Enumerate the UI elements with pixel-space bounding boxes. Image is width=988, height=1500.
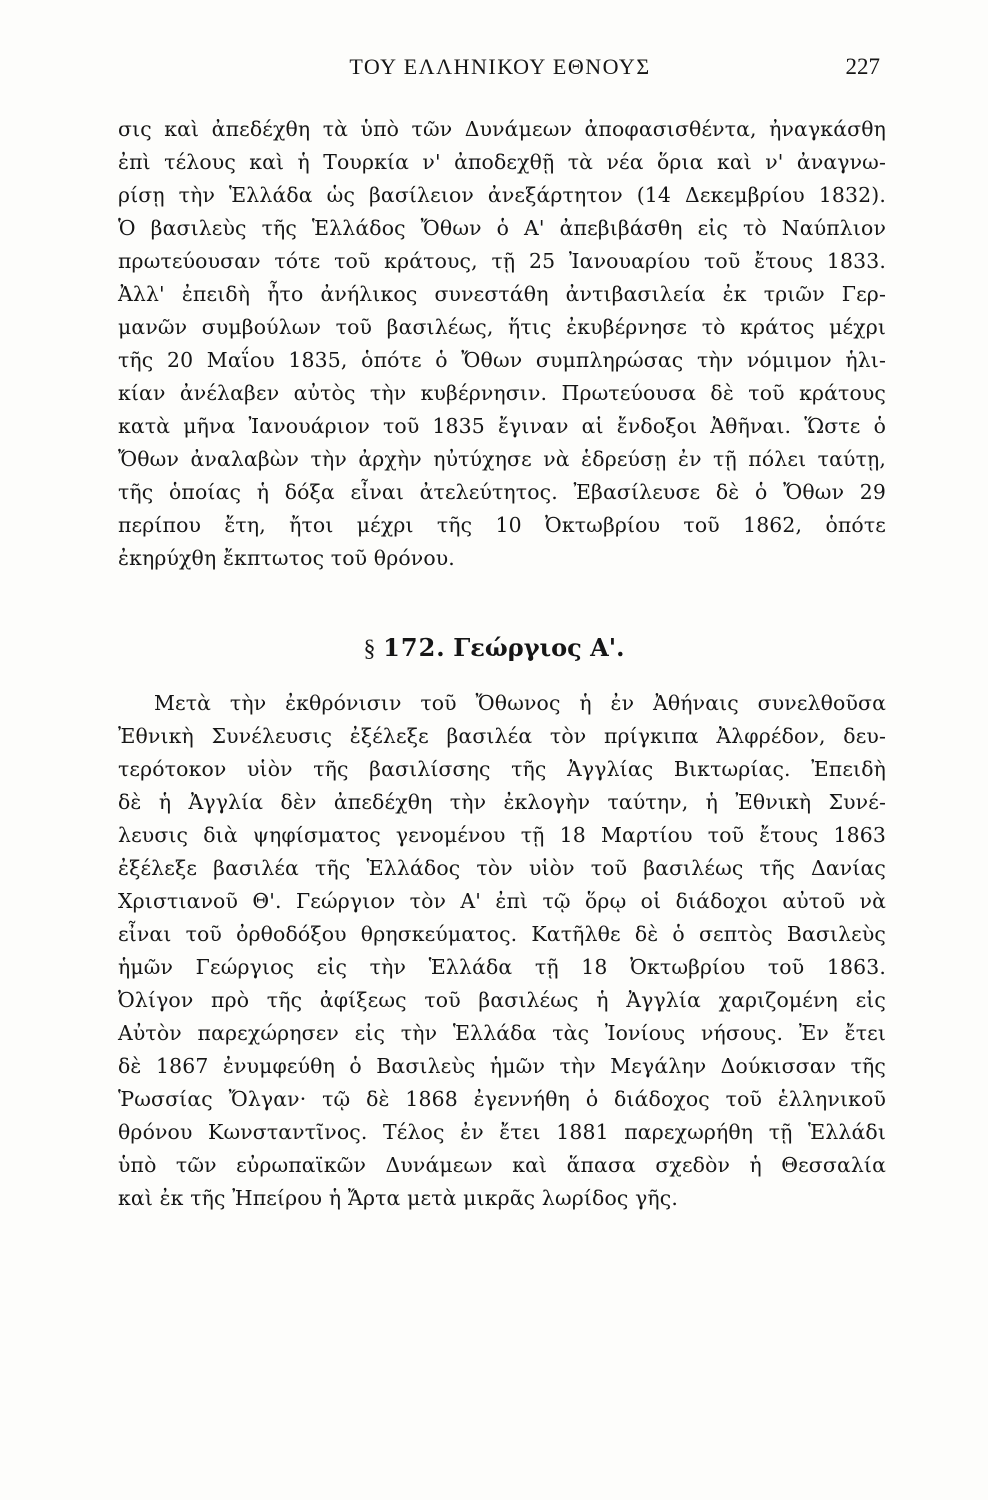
text-line: Ὀλίγον πρὸ τῆς ἀφίξεως τοῦ βασιλέως ἡ Ἀγγλία χαριζομένη εἰς [118,988,886,1012]
text-line: Ῥωσσίας Ὄλγαν· τῷ δὲ 1868 ἐγεννήθη ὁ διάδοχος τοῦ ἑλληνικοῦ [118,1087,886,1111]
text-line: ὑπὸ τῶν εὐρωπαϊκῶν Δυνάμεων καὶ ἅπασα σχεδὸν ἡ Θεσσαλία [118,1153,886,1177]
text-line: δὲ 1867 ἐνυμφεύθη ὁ Βασιλεὺς ἡμῶν τὴν Μεγάλην Δούκισσαν τῆς [118,1054,886,1078]
text-line: σις καὶ ἀπεδέχθη τὰ ὑπὸ τῶν Δυνάμεων ἀποφασισθέντα, ἠναγκάσθη [118,117,886,141]
paragraph-one [118,113,886,575]
text-line: Ὁ βασιλεὺς τῆς Ἑλλάδος Ὄθων ὁ Α' ἀπεβιβάσθη εἰς τὸ Ναύπλιον [118,216,886,240]
text-line: πρωτεύουσαν τότε τοῦ κράτους, τῇ 25 Ἰανουαρίου τοῦ ἔτους 1833. [118,249,886,273]
text-line: κίαν ἀνέλαβεν αὐτὸς τὴν κυβέρνησιν. Πρωτεύουσα δὲ τοῦ κράτους [118,381,886,405]
text-line: Αὐτὸν παρεχώρησεν εἰς τὴν Ἑλλάδα τὰς Ἰονίους νήσους. Ἐν ἔτει [118,1021,886,1045]
running-title: ΤΟΥ ΕΛΛΗΝΙΚΟΥ ΕΘΝΟΥΣ [349,54,651,79]
text-line: δὲ ἡ Ἀγγλία δὲν ἀπεδέχθη τὴν ἐκλογὴν ταύτην, ἡ Ἐθνικὴ Συνέ- [118,790,886,814]
paragraph-two [118,687,886,1215]
text-line: εἶναι τοῦ ὀρθοδόξου θρησκεύματος. Κατῆλθε δὲ ὁ σεπτὸς Βασιλεὺς [118,922,886,946]
text-line: Ὄθων ἀναλαβὼν τὴν ἀρχὴν ηὐτύχησε νὰ ἑδρεύσῃ ἐν τῇ πόλει ταύτῃ, [118,447,886,471]
section-title: Γεώργιος Α'. [453,633,625,662]
text-line: καὶ ἐκ τῆς Ἠπείρου ἡ Ἄρτα μετὰ μικρᾶς λωρίδος γῆς. [118,1186,678,1210]
text-line: ἡμῶν Γεώργιος εἰς τὴν Ἑλλάδα τῇ 18 Ὀκτωβρίου τοῦ 1863. [118,955,886,979]
text-line: περίπου ἔτη, ἤτοι μέχρι τῆς 10 Ὀκτωβρίου τοῦ 1862, ὁπότε [118,513,886,537]
text-line: Χριστιανοῦ Θ'. Γεώργιον τὸν Α' ἐπὶ τῷ ὅρῳ οἱ διάδοχοι αὐτοῦ νὰ [118,889,886,913]
text-line: τερότοκον υἱὸν τῆς βασιλίσσης τῆς Ἀγγλίας Βικτωρίας. Ἐπειδὴ [118,757,886,781]
text-line: ἐκηρύχθη ἔκπτωτος τοῦ θρόνου. [118,546,455,570]
text-line: τῆς ὁποίας ἡ δόξα εἶναι ἀτελεύτητος. Ἐβασίλευσε δὲ ὁ Ὄθων 29 [118,480,886,504]
text-line: Ἐθνικὴ Συνέλευσις ἐξέλεξε βασιλέα τὸν πρίγκιπα Ἀλφρέδον, δευ- [118,724,886,748]
page-number: 227 [845,54,880,79]
text-line: ἐξέλεξε βασιλέα τῆς Ἑλλάδος τὸν υἱὸν τοῦ βασιλέως τῆς Δανίας [118,856,886,880]
text-line: θρόνου Κωνσταντῖνος. Τέλος ἐν ἔτει 1881 παρεχωρήθη τῇ Ἑλλάδι [118,1120,886,1144]
text-line: τῆς 20 Μαΐου 1835, ὁπότε ὁ Ὄθων συμπληρώσας τὴν νόμιμον ἡλι- [118,348,886,372]
text-line: μανῶν συμβούλων τοῦ βασιλέως, ἥτις ἐκυβέρνησε τὸ κράτος μέχρι [118,315,886,339]
text-line: Ἀλλ' ἐπειδὴ ἦτο ἀνήλικος συνεστάθη ἀντιβασιλεία ἐκ τριῶν Γερ- [118,282,886,306]
section-sign: § [363,636,376,662]
text-line: ρίσῃ τὴν Ἑλλάδα ὡς βασίλειον ἀνεξάρτητον (14 Δεκεμβρίου 1832). [118,183,886,207]
text-line: ἐπὶ τέλους καὶ ἡ Τουρκία ν' ἀποδεχθῇ τὰ νέα ὅρια καὶ ν' ἀναγνω- [118,150,886,174]
running-header [120,54,880,88]
text-line: λευσις διὰ ψηφίσματος γενομένου τῇ 18 Μαρτίου τοῦ ἔτους 1863 [118,823,886,847]
text-line: Μετὰ τὴν ἐκθρόνισιν τοῦ Ὄθωνος ἡ ἐν Ἀθήναις συνελθοῦσα [154,691,886,715]
section-heading [0,628,988,668]
text-line: κατὰ μῆνα Ἰανουάριον τοῦ 1835 ἔγιναν αἱ ἔνδοξοι Ἀθῆναι. Ὥστε ὁ [118,414,886,438]
section-number: 172. [383,633,446,662]
